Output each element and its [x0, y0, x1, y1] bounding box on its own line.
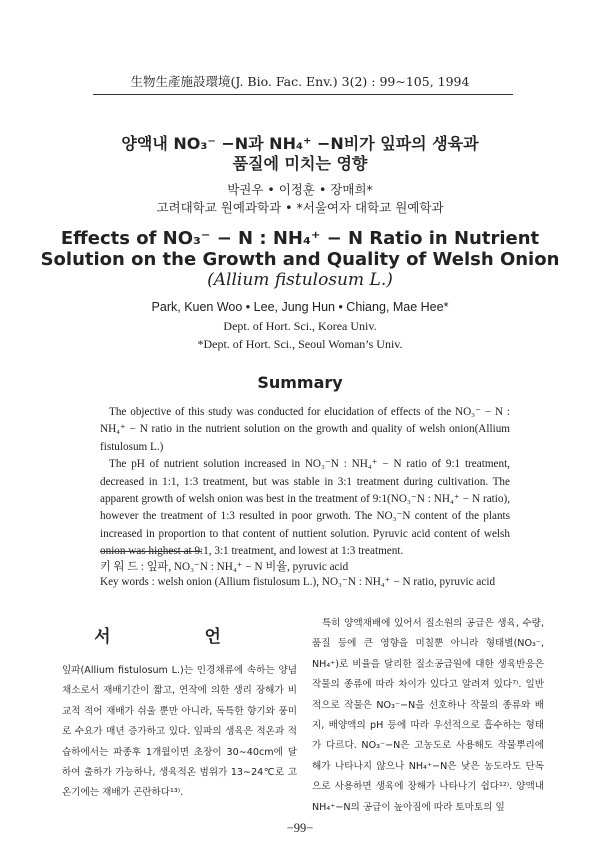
- english-affiliation2: *Dept. of Hort. Sci., Seoul Woman’s Univ.: [197, 337, 403, 351]
- english-title-line2: Solution on the Growth and Quality of Welsh Onion: [40, 249, 560, 270]
- journal-header: 生物生產施設環境(J. Bio. Fac. Env.) 3(2) : 99∼105, 1994: [130, 74, 470, 89]
- header-rule: [93, 94, 513, 95]
- summary-abstract: [100, 404, 510, 561]
- keywords-rule: [100, 551, 202, 552]
- intro-paragraph-left: 잎파(Allium fistulosum L.)는 인경채류에 속하는 양념채소로서 재배기간이 짧고, 연작에 의한 생리 장해가 비교적 적어 재배가 쉬울 뿐만 아니라, 독특한 향기와 풍미로 수요가 매년 증가하고 있다. 잎파의 생육은 적온과 적습하에서는 파종후 1개월이면 초장이 30∼40cm에 달하여 출하가 가능하나, 생육적온 범위가 13∼24℃로 고온기에는 재배가 곤란하다¹³⁾.: [62, 665, 297, 799]
- english-affiliation1: Dept. of Hort. Sci., Korea Univ.: [223, 319, 377, 333]
- english-authors: Park, Kuen Woo • Lee, Jung Hun • Chiang, Mae Hee*: [151, 300, 449, 314]
- intro-column-left: [62, 661, 297, 804]
- summary-heading: Summary: [257, 373, 343, 392]
- korean-affiliation: 고려대학교 원예과학과 • *서울여자 대학교 원예학과: [156, 200, 444, 215]
- english-title-line1: Effects of NO₃⁻ − N : NH₄⁺ − N Ratio in Nutrient: [60, 228, 540, 249]
- korean-authors: 박권우 • 이정훈 • 장매희*: [227, 182, 373, 197]
- korean-title-line2: 품질에 미치는 영향: [232, 154, 368, 173]
- korean-title-line1: 양액내 NO₃⁻ −N과 NH₄⁺ −N비가 잎파의 생육과: [121, 134, 479, 153]
- keywords-english: Key words : welsh onion (Allium fistulosum L.), NO₃⁻N : NH₄⁺ − N ratio, pyruvic acid: [100, 576, 496, 588]
- keywords-korean: 키 워 드 : 잎파, NO₃⁻N : NH₄⁺ − N 비율, pyruvic acid: [100, 561, 349, 573]
- page-number: −99−: [286, 821, 314, 835]
- intro-column-right: [312, 614, 544, 818]
- summary-paragraph1: The objective of this study was conducted for elucidation of effects of the NO₃⁻ − N : NH₄⁺ − N ratio in the nutrient solution on the growth and quality of welsh onion(Allium fistulosum L.): [100, 406, 510, 453]
- intro-heading: 서 언: [94, 627, 265, 647]
- summary-paragraph2: The pH of nutrient solution increased in NO₃⁻N : NH₄⁺ − N ratio of 9:1 treatment, decreased in 1:1, 1:3 treatment, but was stable in 3:1 treatment during cultivation. The apparent growth of welsh onion was best in the treatment of 9:1(NO₃⁻N : NH₄⁺ − N ratio), however the treatment of 1:3 resulted in poor grwoth. The NO₃⁻N content of the plants increased in proportion to that content of nuttient solution. Pyruvic acid content of welsh onion was highest at 9:1, 3:1 treatment, and lowest at 1:3 treatment.: [100, 458, 510, 558]
- intro-paragraph-right: 특히 양액재배에 있어서 질소원의 공급은 생육, 수량, 품질 등에 큰 영향을 미칠뿐 아니라 형태별(NO₃⁻, NH₄⁺)로 비율을 달리한 질소공급원에 대한 생육반응은 작물의 종류에 따라 차이가 있다고 알려져 있다⁷⁾. 일반적으로 작물은 NO₃⁻−N을 선호하나 작물의 종류와 배지, 배양액의 pH 등에 따라 우선적으로 흡수하는 형태가 다르다. NO₃⁻−N은 고농도로 사용해도 작물뿌리에 해가 나타나지 않으나 NH₄⁺−N은 낮은 농도라도 단독으로 사용하면 생육에 장해가 나타나기 쉽다¹²⁾. 양액내 NH₄⁺−N의 공급이 높아짐에 따라 토마토의 잎: [312, 618, 544, 813]
- english-title-line3: (Allium fistulosum L.): [207, 270, 393, 290]
